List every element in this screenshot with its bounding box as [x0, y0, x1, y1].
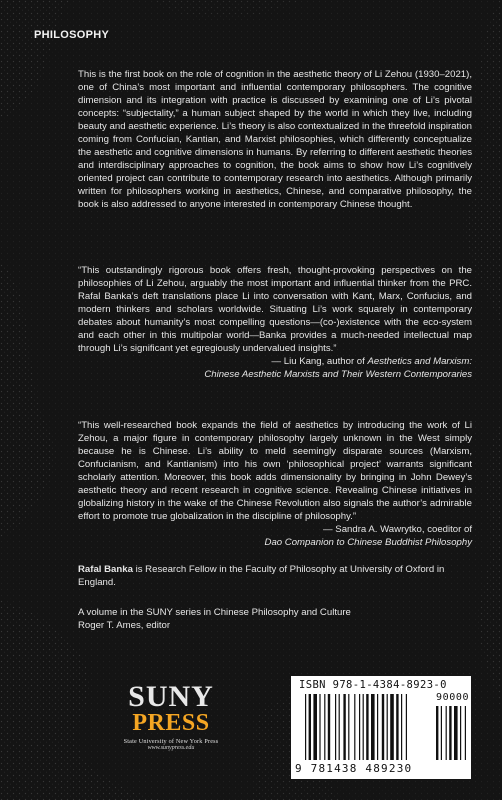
barcode-bar	[363, 694, 364, 760]
barcode-bar	[324, 694, 325, 760]
isbn-number: ISBN 978-1-4384-8923-0	[299, 679, 447, 691]
endorsement-1-work-subtitle: Chinese Aesthetic Marxists and Their Western Contemporaries	[204, 368, 472, 380]
barcode-bar	[366, 694, 368, 760]
publisher-url: www.sunypress.edu	[147, 745, 195, 751]
barcode-bar	[313, 694, 317, 760]
barcode-bar	[406, 694, 407, 760]
barcode-addon-bar	[446, 706, 447, 760]
barcode-bar	[309, 694, 311, 760]
barcode-bar	[377, 694, 378, 760]
barcode-bar	[387, 694, 388, 760]
book-description: This is the first book on the role of cognition in the aesthetic theory of Li Zehou (1930–2021), one of China’s most important and influential contemporary philosophers. The cognitive dimension and its integration with practice is discussed by examining one of Li’s pivotal concepts: “subjectality,” a human subject shaped by the world in which they live, including beauty and aesthetic experience. Li’s theory is also contextualized in the threefold inspiration coming from Confucian, Kantian, and Marxist philosophies, which differently conceptualize the aesthetic and cognitive dimensions in humans. By referring to different aesthetic theories and interdisciplinary approaches to cognition, the book aims to show how Li’s cognitively oriented project can contribute to contemporary research into aesthetics. Although primarily written for philosophers working in aesthetics, Chinese, and comparative philosophy, the book is also addressed to anyone interested in contemporary Chinese thought.	[78, 69, 472, 210]
publisher-name: State University of New York Press	[123, 738, 219, 745]
series-editor: Roger T. Ames, editor	[78, 619, 171, 631]
barcode-addon-bar	[465, 706, 466, 760]
category-label: PHILOSOPHY	[34, 29, 110, 41]
endorsement-2-work: Dao Companion to Chinese Buddhist Philosophy	[264, 536, 472, 548]
series-note	[78, 607, 472, 633]
barcode-ean-number: 9 781438 489230	[295, 762, 413, 775]
barcode-bar	[319, 694, 320, 760]
barcode-bar	[396, 694, 398, 760]
barcode-addon-bar	[436, 706, 438, 760]
endorsement-1-quote: “This outstandingly rigorous book offers fresh, thought-provoking perspectives on the philosophies of Li Zehou, arguably the most important and influential thinker from the PRC. Rafal Banka’s deft translations place Li into conversation with Kant, Marx, Confucius, and modern thinkers and scholars worldwide. Situating Li’s work squarely in contemporary debates about humanity’s most compelling questions—(co-)existence with the eco-system and each other in this multipolar world—Banka provides a much-needed intellectual map through Li’s significant yet egregiously undervalued insights.”	[78, 265, 472, 354]
publisher-logo	[116, 680, 226, 751]
barcode-bar	[348, 694, 349, 760]
barcode-bar	[359, 694, 360, 760]
barcode-bar	[328, 694, 330, 760]
endorsement-2-author: — Sandra A. Wawrytko, coeditor of	[323, 523, 472, 535]
barcode-bar	[343, 694, 345, 760]
barcode-addon-bar	[454, 706, 458, 760]
author-bio-text: is Research Fellow in the Faculty of Philosophy at University of Oxford in England.	[78, 564, 445, 588]
endorsement-2-attribution	[78, 524, 472, 550]
barcode-bar	[401, 694, 402, 760]
endorsement-2	[78, 420, 472, 550]
author-bio	[78, 564, 472, 590]
endorsement-1	[78, 265, 472, 382]
barcode-bar	[382, 694, 384, 760]
barcode-bar	[390, 694, 394, 760]
barcode-bar	[371, 694, 375, 760]
barcode-addon-bar	[441, 706, 442, 760]
endorsement-2-quote: “This well-researched book expands the field of aesthetics by introducing the work of Li Zehou, a major figure in contemporary philosophy largely unknown in the West simply because he is Chinese. Li’s ability to meld seemingly disparate sources (Marxism, Confucianism, and Kantianism) into his own ‘philosophical project’ warrants significant scholarly attention. Moreover, this book adds dimensionality by bringing in John Dewey’s aesthetic theory and recent research in cognitive science. Revealing Chinese initiatives in globalizing history in the wake of the Chinese Revolution also signals the author’s admirable effort to promote true globalization in the discipline of philosophy.”	[78, 420, 472, 522]
publisher-logo-line2: PRESS	[132, 710, 210, 736]
endorsement-1-work: Aesthetics and Marxism:	[367, 355, 472, 367]
barcode-bar	[335, 694, 336, 760]
barcode-bar	[305, 694, 306, 760]
barcode-bar	[339, 694, 340, 760]
isbn-barcode	[291, 676, 471, 779]
endorsement-1-author: — Liu Kang, author of	[271, 355, 365, 367]
publisher-logo-line1: SUNY	[128, 680, 214, 713]
barcode-addon-number: 90000	[436, 692, 470, 703]
barcode-addon-bar	[449, 706, 451, 760]
endorsement-1-attribution	[78, 356, 472, 382]
barcode-bar	[354, 694, 355, 760]
barcode-addon-bar	[460, 706, 461, 760]
series-line: A volume in the SUNY series in Chinese Philosophy and Culture	[78, 607, 351, 618]
author-name: Rafal Banka	[78, 564, 133, 575]
